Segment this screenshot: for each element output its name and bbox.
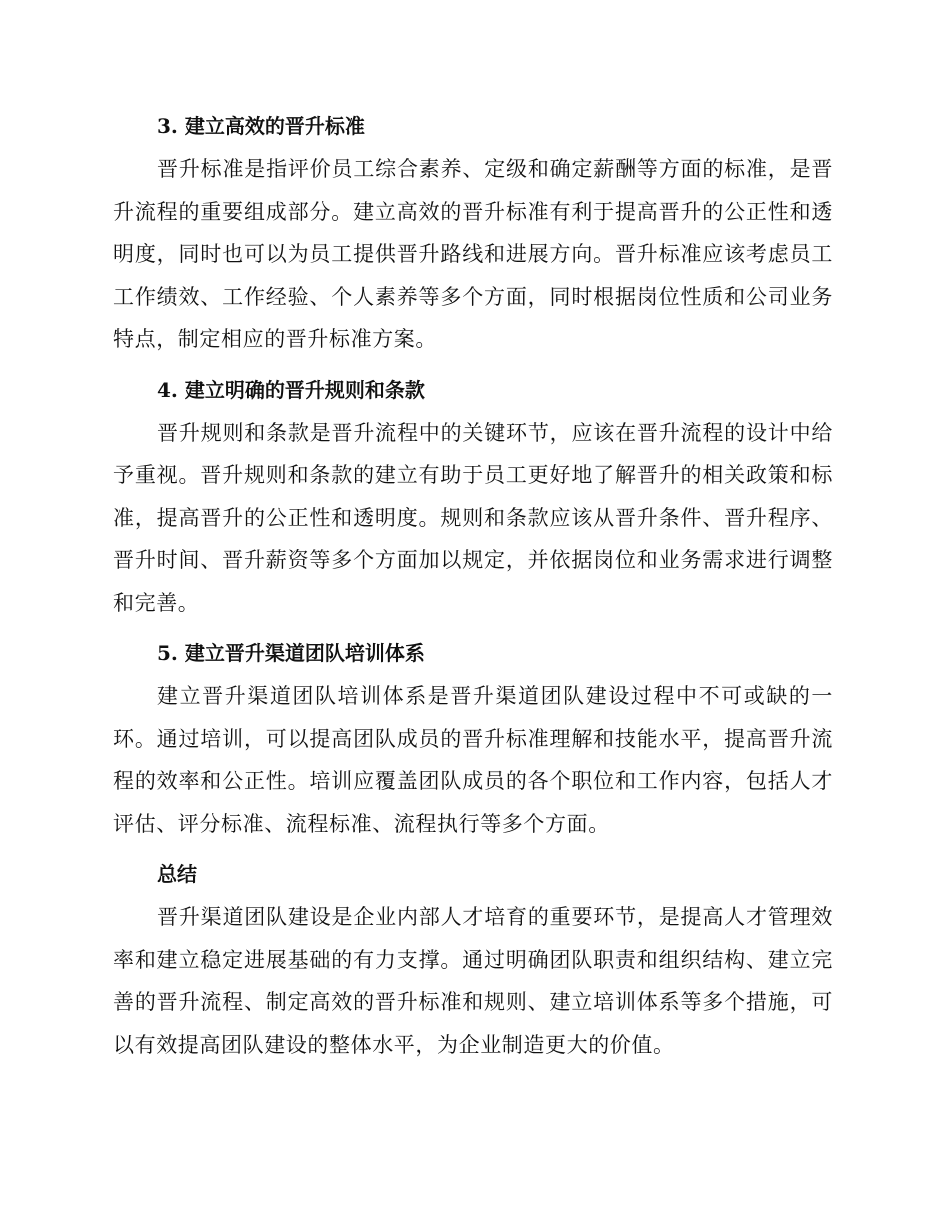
section-heading-training-system: 5. 建立晋升渠道团队培训体系 xyxy=(157,641,425,665)
section-heading-promotion-rules: 4. 建立明确的晋升规则和条款 xyxy=(157,377,425,402)
section-heading-summary: 总结 xyxy=(157,862,197,886)
paragraph-summary: 晋升渠道团队建设是企业内部人才培育的重要环节，是提高人才管理效率和建立稳定进展基础的有力支撑。通过明确团队职责和组织结构、建立完善的晋升流程、制定高效的晋升标准和规则、建立培训体系等多个措施，可以有效提高团队建设的整体水平，为企业制造更大的价值。 xyxy=(113,905,833,1057)
document-page xyxy=(113,104,833,1073)
section-heading-promotion-standards: 3. 建立高效的晋升标准 xyxy=(157,114,365,138)
paragraph-promotion-rules: 晋升规则和条款是晋升流程中的关键环节，应该在晋升流程的设计中给予重视。晋升规则和条款的建立有助于员工更好地了解晋升的相关政策和标准，提高晋升的公正性和透明度。规则和条款应该从晋升条件、晋升程序、晋升时间、晋升薪资等多个方面加以规定，并依据岗位和业务需求进行调整和完善。 xyxy=(113,420,833,615)
paragraph-training-system: 建立晋升渠道团队培训体系是晋升渠道团队建设过程中不可或缺的一环。通过培训，可以提高团队成员的晋升标准理解和技能水平，提高晋升流程的效率和公正性。培训应覆盖团队成员的各个职位和工作内容，包括人才评估、评分标准、流程标准、流程执行等多个方面。 xyxy=(113,684,833,836)
paragraph-promotion-standards: 晋升标准是指评价员工综合素养、定级和确定薪酬等方面的标准，是晋升流程的重要组成部分。建立高效的晋升标准有利于提高晋升的公正性和透明度，同时也可以为员工提供晋升路线和进展方向。晋升标准应该考虑员工工作绩效、工作经验、个人素养等多个方面，同时根据岗位性质和公司业务特点，制定相应的晋升标准方案。 xyxy=(113,157,833,351)
